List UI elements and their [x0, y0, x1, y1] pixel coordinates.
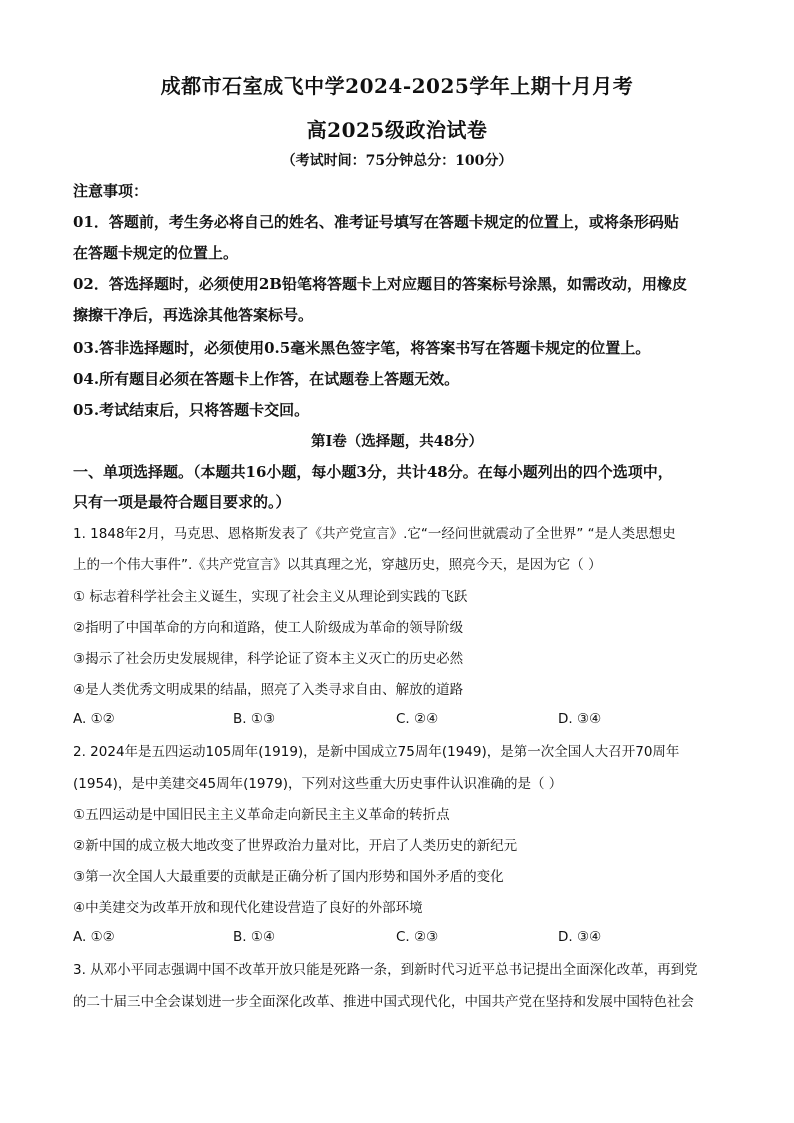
note-line: 05.考试结束后，只将答题卡交回。	[73, 401, 310, 419]
option-b: B. ①③	[233, 711, 276, 727]
note-line: 在答题卡规定的位置上。	[73, 244, 239, 262]
note-line: 04.所有题目必须在答题卡上作答，在试题卷上答题无效。	[73, 370, 460, 388]
question-3-stem: 3. 从邓小平同志强调中国不改革开放只能是死路一条，到新时代习近平总书记提出全面深化改革，再到党	[73, 962, 698, 978]
option-c: C. ②③	[396, 929, 439, 945]
question-1-statement: ③揭示了社会历史发展规律，科学论证了资本主义灭亡的历史必然	[73, 651, 464, 667]
exam-title: 成都市石室成飞中学2024-2025学年上期十月月考	[160, 74, 634, 98]
question-3-stem: 的二十届三中全会谋划进一步全面深化改革、推进中国式现代化，中国共产党在坚持和发展中国特色社会	[73, 994, 694, 1010]
exam-subtitle: 高2025级政治试卷	[306, 118, 488, 142]
option-c: C. ②④	[396, 711, 439, 727]
option-b: B. ①④	[233, 929, 276, 945]
option-d: D. ③④	[558, 929, 602, 945]
question-2-statement: ②新中国的成立极大地改变了世界政治力量对比，开启了人类历史的新纪元	[73, 838, 518, 854]
question-2-statement: ①五四运动是中国旧民主主义革命走向新民主主义革命的转折点	[73, 807, 450, 823]
note-line: 02．答选择题时，必须使用2B铅笔将答题卡上对应题目的答案标号涂黑，如需改动，用橡皮	[73, 275, 687, 293]
exam-info: （考试时间：75分钟总分：100分）	[281, 153, 513, 169]
question-1-statement: ②指明了中国革命的方向和道路，使工人阶级成为革命的领导阶级	[73, 620, 464, 636]
note-line: 擦擦干净后，再选涂其他答案标号。	[73, 306, 314, 324]
question-1-stem: 上的一个伟大事件”.《共产党宣言》以其真理之光，穿越历史，照亮今天，是因为它（ ）	[73, 557, 602, 573]
section-instruction: 一、单项选择题。（本题共16小题，每小题3分，共计48分。在每小题列出的四个选项中，	[73, 463, 673, 481]
question-2-statement: ③第一次全国人大最重要的贡献是正确分析了国内形势和国外矛盾的变化	[73, 869, 504, 885]
question-2-statement: ④中美建交为改革开放和现代化建设营造了良好的外部环境	[73, 900, 423, 916]
option-d: D. ③④	[558, 711, 602, 727]
option-a: A. ①②	[73, 711, 115, 727]
question-1-statement: ④是人类优秀文明成果的结晶，照亮了入类寻求自由、解放的道路	[73, 682, 464, 698]
question-1-stem: 1. 1848年2月，马克思、恩格斯发表了《共产党宣言》.它“一经问世就震动了全世界” “是人类思想史	[73, 526, 676, 542]
section-instruction: 只有一项是最符合题目要求的。）	[73, 493, 291, 511]
option-a: A. ①②	[73, 929, 115, 945]
question-1-statement: ① 标志着科学社会主义诞生，实现了社会主义从理论到实践的飞跃	[73, 589, 468, 605]
note-line: 03.答非选择题时，必须使用0.5毫米黑色签字笔，将答案书写在答题卡规定的位置上。	[73, 339, 651, 357]
question-2-stem: (1954)，是中美建交45周年(1979)，下列对这些重大历史事件认识准确的是（ ）	[73, 776, 563, 792]
note-line: 01．答题前，考生务必将自己的姓名、准考证号填写在答题卡规定的位置上，或将条形码贴	[73, 213, 679, 231]
section-title: 第Ⅰ卷（选择题，共48分）	[311, 433, 483, 450]
notes-heading: 注意事项：	[73, 182, 149, 200]
question-2-stem: 2. 2024年是五四运动105周年(1919)，是新中国成立75周年(1949)，是第一次全国人大召开70周年	[73, 744, 680, 760]
